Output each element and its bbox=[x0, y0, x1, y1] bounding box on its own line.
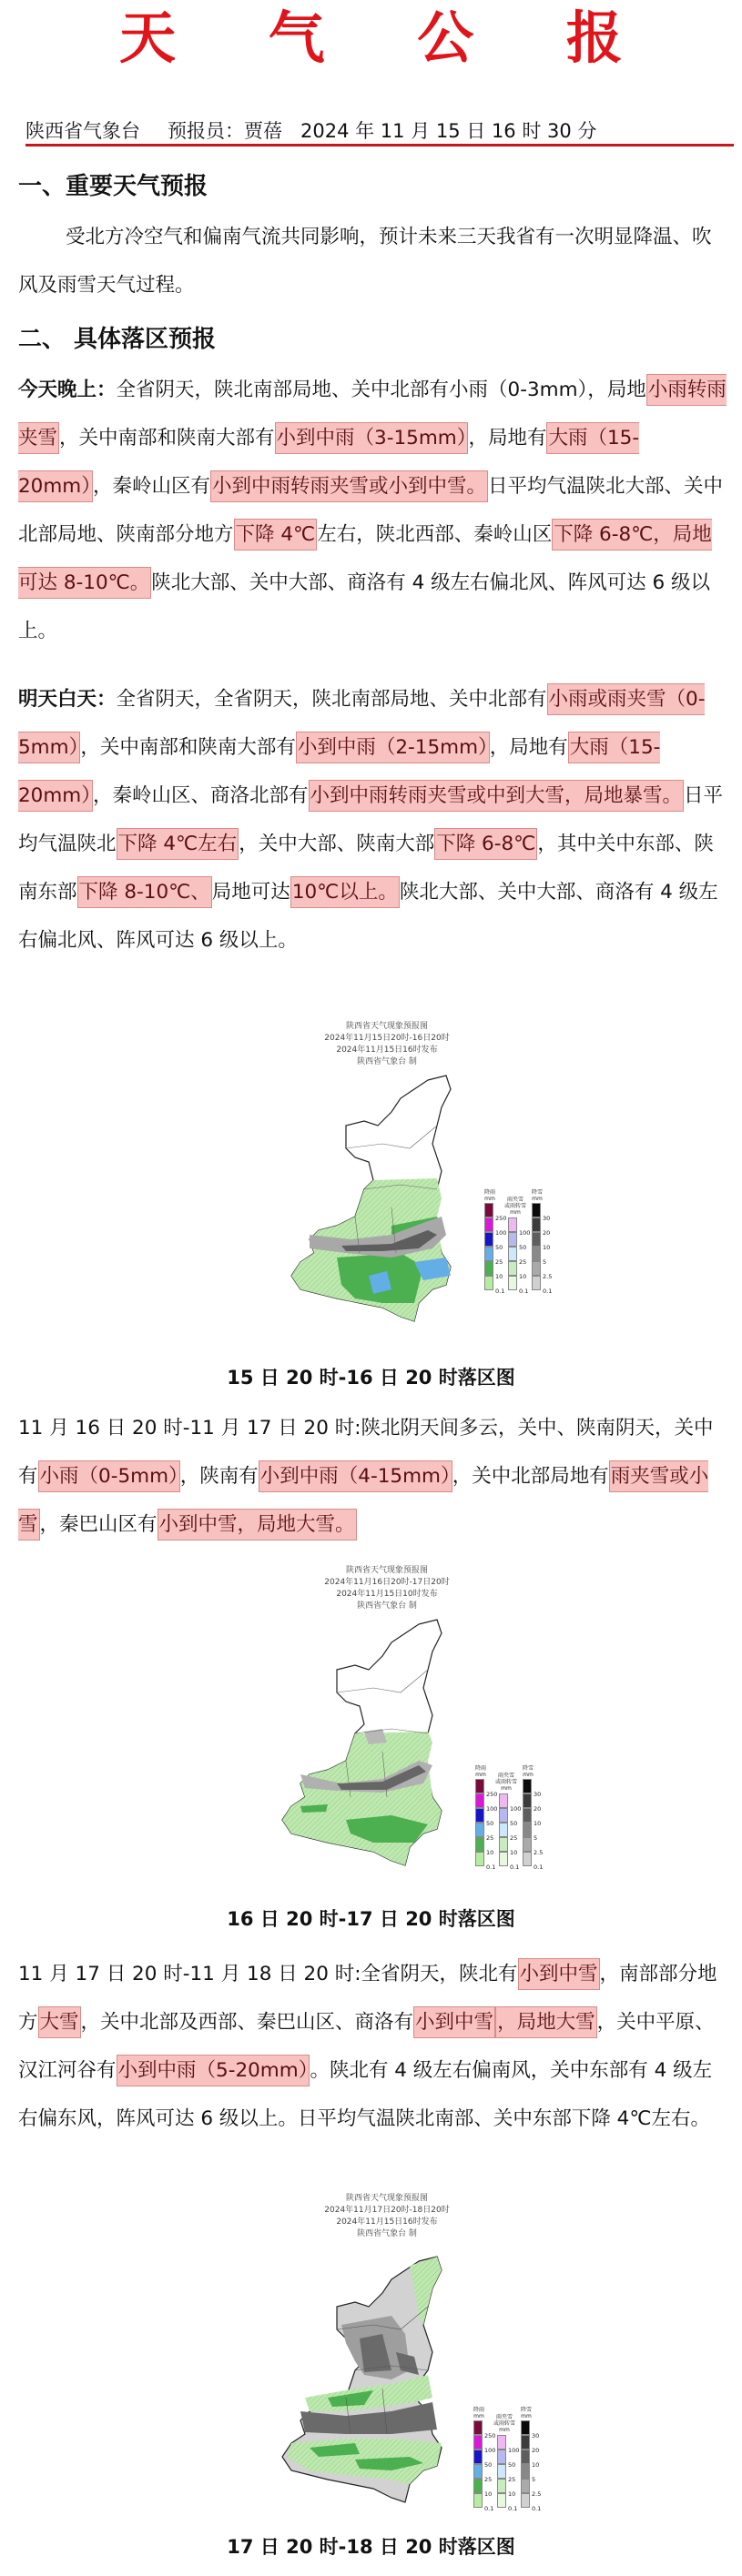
forecast-map-1 bbox=[264, 1021, 564, 1330]
tick: 20 bbox=[543, 1229, 551, 1237]
text: 全省阴天，陕北南部局地、关中北部有小雨（0-3mm），局地 bbox=[116, 379, 646, 401]
masthead bbox=[0, 0, 742, 82]
map-period: 2024年11月16日20时-17日20时 bbox=[324, 1578, 450, 1587]
map-legend bbox=[473, 1765, 546, 1884]
tick: 25 bbox=[519, 1258, 527, 1266]
legend-rain-bar bbox=[473, 2420, 483, 2508]
tick: 5 bbox=[532, 2476, 536, 2483]
map-period: 2024年11月15日20时-16日20时 bbox=[324, 1034, 450, 1043]
text: ，南部部分地方 bbox=[18, 1963, 717, 2034]
highlight: 小到中雨转雨夹雪或小到中雪。 bbox=[210, 470, 488, 502]
tick: 250 bbox=[486, 1791, 498, 1798]
highlight: 小到中雨转雨夹雪或中到大雪，局地暴雪。 bbox=[309, 780, 685, 812]
text: 日平均气温陕北 bbox=[18, 784, 724, 855]
tick: 25 bbox=[486, 1834, 494, 1842]
summary-paragraph: 受北方冷空气和偏南气流共同影响，预计未来三天我省有一次明显降温、吹风及雨雪天气过程。 bbox=[18, 226, 712, 297]
legend-snow-title: 降雪 mm bbox=[522, 1765, 534, 1778]
tick: 5 bbox=[543, 1258, 547, 1266]
text: 全省阴天，陕北有 bbox=[361, 1963, 518, 1985]
tick: 10 bbox=[508, 2490, 516, 2498]
map-header bbox=[209, 1021, 564, 1068]
highlight: 下降 4℃ bbox=[234, 519, 318, 551]
tomorrow-paragraph bbox=[18, 675, 728, 965]
legend-rain-ticks bbox=[486, 1787, 497, 1874]
section-heading-important: 一、重要天气预报 bbox=[18, 173, 208, 200]
tick: 20 bbox=[534, 1805, 542, 1813]
text: 左右，陕北西部、秦岭山区 bbox=[317, 523, 553, 546]
map-caption-1: 15 日 20 时-16 日 20 时落区图 bbox=[227, 1367, 515, 1389]
tick: 10 bbox=[534, 1820, 542, 1827]
tick: 0.1 bbox=[508, 2505, 518, 2512]
text: ，关中大部、陕南大部 bbox=[239, 833, 435, 855]
map-title: 陕西省天气现象预报图 bbox=[345, 2194, 428, 2203]
highlight: 小雨（0-5mm） bbox=[38, 1460, 180, 1492]
map-producer: 陕西省气象台 制 bbox=[357, 1057, 417, 1066]
issue-time: 2024 年 11 月 15 日 16 时 30 分 bbox=[300, 120, 597, 142]
text: ，关中北部及西部、秦巴山区、商洛有 bbox=[80, 2011, 414, 2034]
tick: 100 bbox=[484, 2447, 496, 2454]
map-period: 2024年11月17日20时-18日20时 bbox=[324, 2206, 450, 2215]
map-issued: 2024年11月15日16时发布 bbox=[336, 2217, 438, 2227]
tomorrow-label: 明天白天： bbox=[18, 688, 117, 711]
section-heading-detail: 二、 具体落区预报 bbox=[18, 326, 217, 353]
legend-sleet-bar bbox=[499, 1793, 508, 1866]
text: 日平均气温陕北大部、关中北部局地、陕南部分地方 bbox=[18, 475, 724, 546]
bulletin-title: 天 气 公 报 bbox=[119, 5, 659, 71]
legend-snow-ticks bbox=[534, 1787, 543, 1874]
legend-rain-bar bbox=[484, 1203, 493, 1290]
map-header bbox=[209, 2193, 564, 2240]
tick: 0.1 bbox=[543, 1288, 553, 1295]
text: 。陕北有 4 级左右偏南风，关中东部有 4 级左右偏东风，阵风可达 6 级以上。日平均气温陕北南部、关中东部下降 4℃左右。 bbox=[18, 2059, 713, 2130]
legend-sleet-ticks bbox=[510, 1802, 521, 1874]
highlight: 小到中雪 bbox=[413, 2006, 495, 2038]
tick: 2.5 bbox=[534, 1849, 544, 1856]
tick: 2.5 bbox=[532, 2490, 542, 2498]
map-title: 陕西省天气现象预报图 bbox=[345, 1022, 428, 1031]
tick: 100 bbox=[486, 1805, 498, 1813]
map-legend bbox=[483, 1189, 555, 1308]
tick: 10 bbox=[495, 1273, 503, 1280]
text: ，其中关中东部、陕南东部 bbox=[18, 833, 714, 904]
map-caption-2: 16 日 20 时-17 日 20 时落区图 bbox=[227, 1908, 515, 1930]
highlight: 小到中雨（4-15mm） bbox=[259, 1460, 452, 1492]
text: 全省阴天，全省阴天，陕北南部局地、关中北部有 bbox=[116, 688, 547, 711]
legend-snow-title: 降雪 mm bbox=[520, 2407, 532, 2419]
text: ，秦岭山区、商洛北部有 bbox=[93, 784, 309, 807]
highlight: 小到中雨（3-15mm） bbox=[275, 422, 469, 454]
tick: 10 bbox=[486, 1849, 494, 1856]
forecast-map-2 bbox=[264, 1565, 564, 1874]
tick: 25 bbox=[510, 1834, 518, 1842]
text: ，关中平原、汉江河谷有 bbox=[18, 2011, 715, 2082]
tick: 10 bbox=[484, 2490, 493, 2498]
legend-rain-title: 降雨 mm bbox=[474, 1765, 486, 1778]
forecast-map-3 bbox=[264, 2193, 564, 2530]
highlight: 大雪 bbox=[38, 2006, 81, 2038]
tick: 5 bbox=[534, 1834, 538, 1842]
header-divider bbox=[25, 144, 734, 146]
highlight: 小到中雪 bbox=[518, 1958, 600, 1990]
map-producer: 陕西省气象台 制 bbox=[357, 1601, 417, 1611]
legend-snow-bar bbox=[521, 2420, 530, 2508]
highlight: 小到中雨（2-15mm） bbox=[296, 732, 490, 763]
tick: 0.1 bbox=[510, 1864, 520, 1871]
legend-sleet-bar bbox=[508, 1217, 517, 1290]
legend-sleet-title: 雨夹雪 或雨转雪 mm bbox=[493, 2414, 516, 2433]
legend-snow-title: 降雪 mm bbox=[531, 1189, 543, 1202]
text: ，局地有 bbox=[468, 427, 547, 450]
legend-snow-ticks bbox=[543, 1211, 552, 1298]
map-header bbox=[209, 1565, 564, 1612]
text: ，关中北部局地有 bbox=[452, 1465, 609, 1488]
tick: 50 bbox=[484, 2461, 493, 2469]
legend-rain-title: 降雨 mm bbox=[473, 2407, 484, 2419]
tick: 30 bbox=[532, 2432, 540, 2440]
text: 局地可达 bbox=[211, 881, 290, 904]
tonight-paragraph bbox=[18, 366, 728, 655]
highlight: 小雨转雨夹雪 bbox=[18, 374, 727, 454]
tick: 0.1 bbox=[486, 1864, 496, 1871]
tick: 10 bbox=[510, 1849, 518, 1856]
tick: 100 bbox=[510, 1805, 522, 1813]
map-issued: 2024年11月15日16时发布 bbox=[336, 1046, 438, 1055]
legend-sleet-title: 雨夹雪 或雨转雪 mm bbox=[504, 1197, 527, 1216]
highlight: 10℃以上。 bbox=[290, 876, 400, 908]
tick: 100 bbox=[508, 2447, 520, 2454]
tick: 0.1 bbox=[484, 2505, 494, 2512]
tick: 250 bbox=[484, 2432, 496, 2440]
tick: 30 bbox=[543, 1215, 551, 1222]
text: ，秦巴山区有 bbox=[39, 1513, 158, 1536]
tick: 250 bbox=[495, 1215, 507, 1222]
tick: 20 bbox=[532, 2447, 540, 2454]
highlight: 雨夹雪或小雪 bbox=[18, 1460, 708, 1541]
text: ，局地有 bbox=[489, 736, 568, 759]
text: ，秦岭山区有 bbox=[93, 475, 211, 498]
tick: 50 bbox=[510, 1820, 518, 1827]
tick: 100 bbox=[519, 1229, 531, 1237]
highlight: 下降 8-10℃、 bbox=[77, 876, 212, 908]
highlight: 大雨（15-20mm） bbox=[18, 422, 639, 502]
byline bbox=[25, 118, 736, 146]
tick: 0.1 bbox=[532, 2505, 542, 2512]
legend-snow-ticks bbox=[532, 2429, 541, 2516]
highlight: 下降 4℃左右 bbox=[117, 828, 239, 860]
legend-rain-title: 降雨 mm bbox=[483, 1189, 495, 1202]
tick: 25 bbox=[484, 2476, 493, 2483]
text: ，关中南部和陕南大部有 bbox=[80, 736, 296, 759]
map-issued: 2024年11月15日10时发布 bbox=[336, 1590, 438, 1599]
legend-snow-bar bbox=[532, 1203, 541, 1290]
highlight: 小到中雪，局地大雪。 bbox=[158, 1509, 357, 1541]
highlight: 小到中雨（5-20mm） bbox=[117, 2055, 310, 2086]
tick: 0.1 bbox=[534, 1864, 544, 1871]
tonight-label: 今天晚上： bbox=[18, 379, 117, 401]
tick: 30 bbox=[534, 1791, 542, 1798]
legend-snow-bar bbox=[523, 1779, 532, 1866]
text: 陕北大部、关中大部、商洛有 4 级左右偏北风、阵风可达 6 级以上。 bbox=[18, 881, 718, 952]
legend-sleet-ticks bbox=[508, 2443, 519, 2516]
text: ，关中南部和陕南大部有 bbox=[59, 427, 275, 450]
text: 陕北阴天间多云，关中、陕南阴天，关中有 bbox=[18, 1417, 714, 1488]
text: 陕北大部、关中大部、商洛有 4 级左右偏北风、阵风可达 6 级以上。 bbox=[18, 571, 710, 642]
highlight: 下降 6-8℃，局地可达 8-10℃。 bbox=[18, 519, 712, 599]
highlight: 下降 6-8℃ bbox=[434, 828, 537, 860]
tick: 50 bbox=[508, 2461, 516, 2469]
day2-label: 11 月 16 日 20 时-11 月 17 日 20 时: bbox=[18, 1417, 361, 1440]
legend-sleet-ticks bbox=[519, 1226, 530, 1298]
tick: 0.1 bbox=[495, 1288, 505, 1295]
day3-paragraph bbox=[18, 1950, 728, 2143]
text: ，陕南有 bbox=[179, 1465, 259, 1488]
day3-label: 11 月 17 日 20 时-11 月 18 日 20 时: bbox=[18, 1963, 361, 1985]
tick: 25 bbox=[495, 1258, 503, 1266]
tick: 100 bbox=[495, 1229, 507, 1237]
legend-rain-ticks bbox=[484, 2429, 495, 2516]
agency-name: 陕西省气象台 bbox=[25, 120, 140, 142]
legend-sleet-bar bbox=[497, 2435, 506, 2508]
map-caption-3: 17 日 20 时-18 日 20 时落区图 bbox=[227, 2536, 515, 2558]
tick: 0.1 bbox=[519, 1288, 529, 1295]
legend-rain-bar bbox=[475, 1779, 484, 1866]
highlight: 大雨（15-20mm） bbox=[18, 732, 660, 812]
tick: 25 bbox=[508, 2476, 516, 2483]
tick: 10 bbox=[532, 2461, 540, 2469]
legend-rain-ticks bbox=[495, 1211, 506, 1298]
map-producer: 陕西省气象台 制 bbox=[357, 2229, 417, 2238]
tick: 50 bbox=[495, 1244, 503, 1251]
tick: 10 bbox=[519, 1273, 527, 1280]
tick: 10 bbox=[543, 1244, 551, 1251]
tick: 50 bbox=[519, 1244, 527, 1251]
map-legend bbox=[472, 2407, 544, 2525]
tick: 2.5 bbox=[543, 1273, 553, 1280]
day2-paragraph bbox=[18, 1404, 728, 1549]
legend-sleet-title: 雨夹雪 或雨转雪 mm bbox=[495, 1773, 518, 1792]
highlight: ，局地大雪 bbox=[495, 2006, 597, 2038]
tick: 50 bbox=[486, 1820, 494, 1827]
forecaster: 预报员：贾蓓 bbox=[168, 120, 282, 142]
map-title: 陕西省天气现象预报图 bbox=[345, 1566, 428, 1575]
highlight: 小雨或雨夹雪（0-5mm） bbox=[18, 683, 705, 763]
